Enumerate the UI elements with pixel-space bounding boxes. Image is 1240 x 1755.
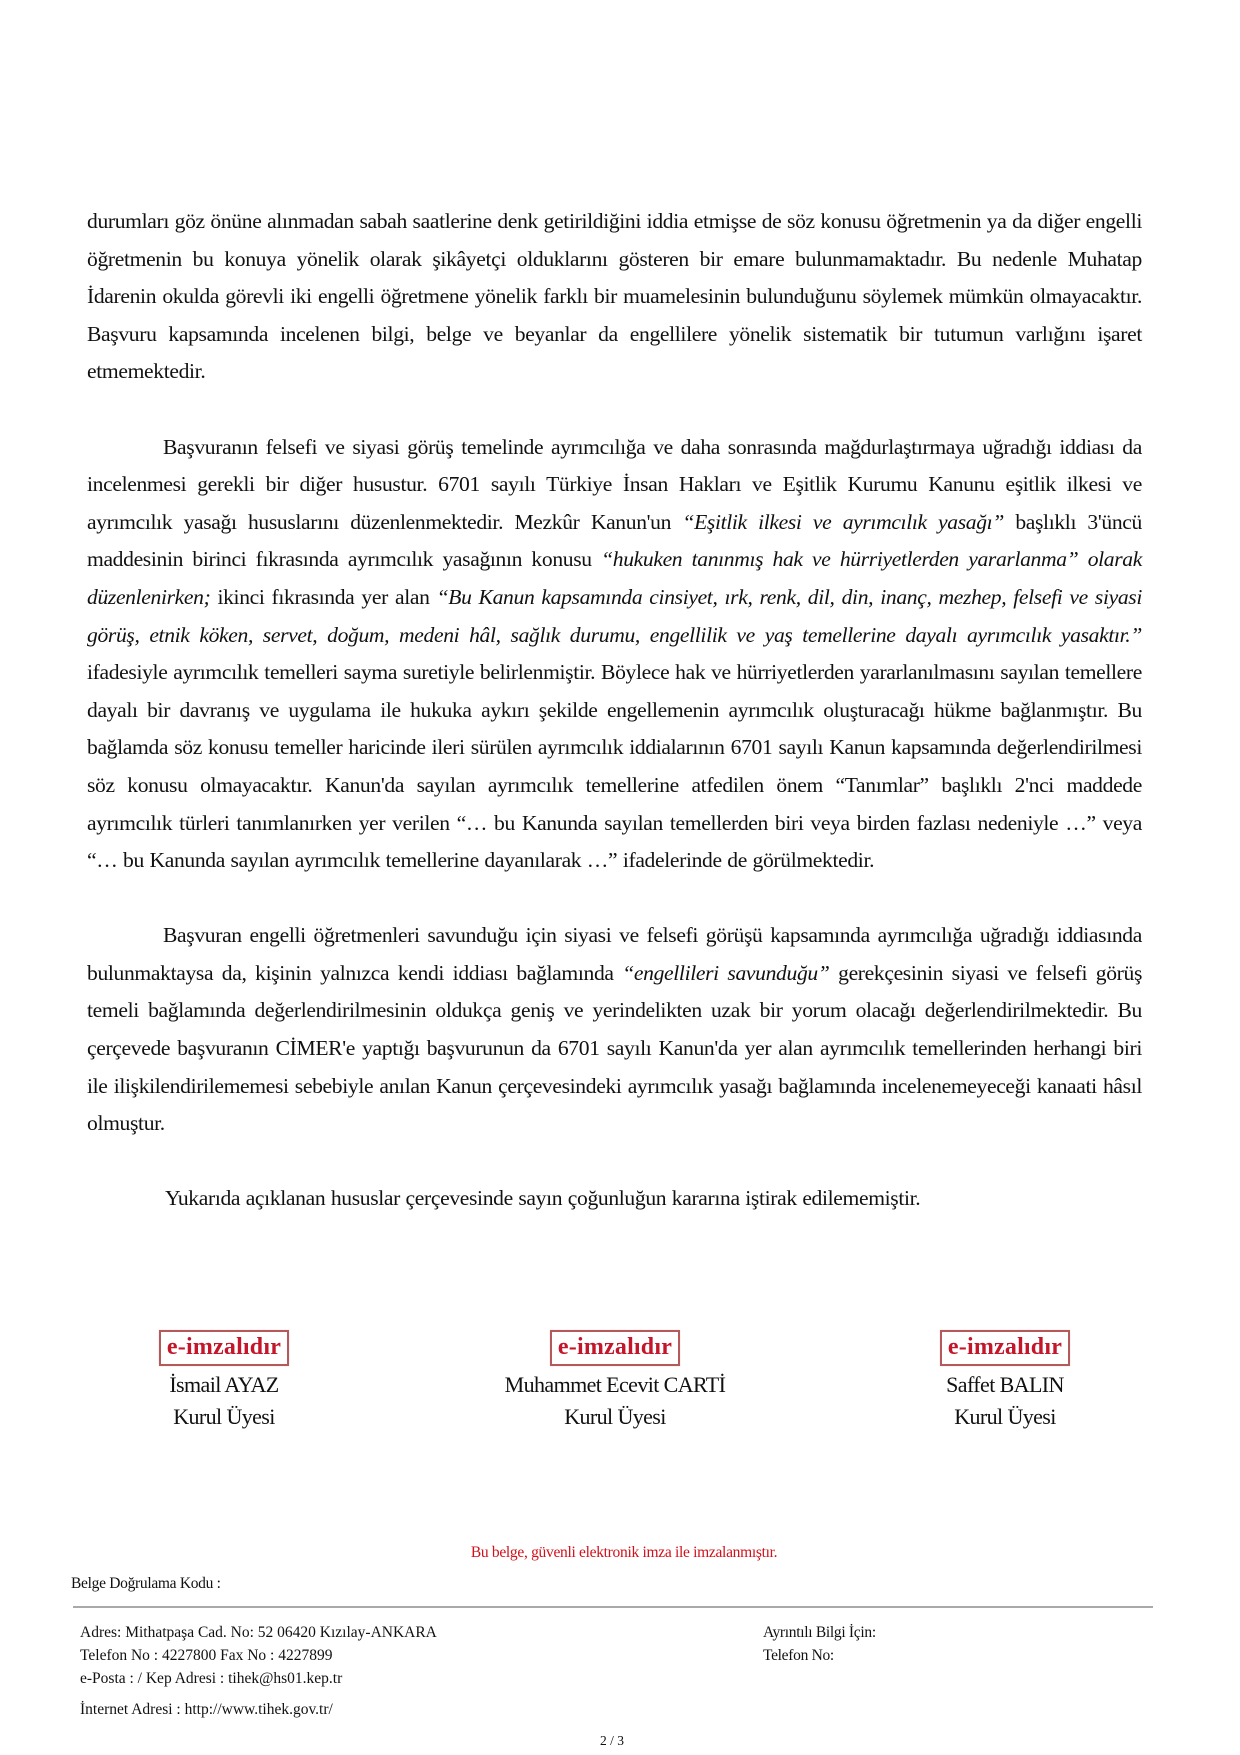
- paragraph-text: Başvuranın felsefi ve siyasi görüş temelinde ayrımcılığa ve daha sonrasında mağdurlaştırmaya uğradığı iddiası da incelenmesi gerekli bir diğer husustur. 6701 sayılı Türkiye İnsan Hakları ve Eşitlik Kurumu Kanunu eşitlik ilkesi ve ayrımcılık yasağı hususlarını düzenlenmektedir. Mezkûr Kanun'un: [87, 434, 1142, 534]
- signatory-name: Muhammet Ecevit CARTİ: [504, 1372, 726, 1397]
- document-body: [87, 203, 1142, 1218]
- quote-italic: “Bu Kanun kapsamında cinsiyet, ırk, renk, dil, din, inanç, mezhep, felsefi ve siyasi görüş, etnik köken, servet, doğum, medeni hâl, sağlık durumu, engellilik ve yaş temellerine dayalı ayrımcılık yasaktır.”: [87, 584, 1143, 647]
- address-line: Adres: Mithatpaşa Cad. No: 52 06420 Kızılay-ANKARA: [80, 1624, 437, 1641]
- paragraph-text: durumları göz önüne alınmadan sabah saatlerine denk getirildiğini iddia etmişse de söz konusu öğretmenin ya da diğer engelli öğretmenin bu konuya yönelik olarak şikâyetçi olduklarını gösteren bir emare bulunmamaktadır. Bu nedenle Muhatap İdarenin okulda görevli iki engelli öğretmene yönelik farklı bir muamelesinin bulunduğunu söylemek mümkün olmayacaktır. Başvuru kapsamında incelenen bilgi, belge ve beyanlar da engellilere yönelik sistematik bir tutumun varlığını işaret etmemektedir.: [87, 209, 1142, 384]
- info-label: Ayrıntılı Bilgi İçin:: [763, 1624, 876, 1641]
- signatory-name: Saffet BALIN: [946, 1372, 1064, 1397]
- esignature-notice: Bu belge, güvenli elektronik imza ile imzalanmıştır.: [470, 1544, 778, 1561]
- quote-italic: “engellileri savunduğu”: [622, 960, 830, 985]
- verification-code-label: Belge Doğrulama Kodu :: [71, 1575, 221, 1592]
- paragraph-text: Başvuran engelli öğretmenleri savunduğu için siyasi ve felsefi görüşü kapsamında ayrımcılığa uğradığı iddiasında bulunmaktaysa da, kişinin yalnızca kendi iddiası bağlamında: [87, 923, 1142, 985]
- e-signature-stamp: e-imzalıdır: [159, 1330, 289, 1366]
- signatory-title: Kurul Üyesi: [564, 1404, 666, 1429]
- paragraph-2: [87, 429, 1142, 880]
- footer-info-block: [763, 1621, 876, 1667]
- paragraph-1: [87, 203, 1142, 391]
- quote-italic: “hukuken tanınmış hak ve hürriyetlerden yararlanma” olarak düzenlenirken;: [87, 547, 1142, 609]
- footer-divider: [73, 1606, 1153, 1608]
- signature-1: [64, 1330, 384, 1433]
- phone-fax-line: Telefon No : 4227800 Fax No : 4227899: [80, 1647, 333, 1664]
- e-signature-stamp: e-imzalıdır: [940, 1330, 1070, 1366]
- email-line: e-Posta : / Kep Adresi : tihek@hs01.kep.tr: [80, 1670, 343, 1687]
- closing-statement: Yukarıda açıklanan hususlar çerçevesinde sayın çoğunluğun kararına iştirak edilememiştir.: [165, 1186, 921, 1211]
- e-signature-stamp: e-imzalıdır: [550, 1330, 680, 1366]
- signature-3: [845, 1330, 1165, 1433]
- signature-2: [455, 1330, 775, 1433]
- paragraph-text: başlıklı 3'üncü maddesinin birinci fıkrasında ayrımcılık yasağının konusu: [87, 509, 1142, 572]
- quote-italic: “Eşitlik ilkesi ve ayrımcılık yasağı”: [682, 509, 1004, 534]
- signatory-title: Kurul Üyesi: [173, 1404, 275, 1429]
- footer-address-block: [80, 1621, 437, 1721]
- signatory-title: Kurul Üyesi: [954, 1404, 1056, 1429]
- paragraph-text: gerekçesinin siyasi ve felsefi görüş temeli bağlamında değerlendirilmesinin oldukça geniş ve yerindelikten uzak bir yorum olacağı değerlendirilmektedir. Bu çerçevede başvuranın CİMER'e yaptığı başvurunun da 6701 sayılı Kanun'da yer alan ayrımcılık temellerinden herhangi biri ile ilişkilendirilememesi sebebiyle anılan Kanun çerçevesindeki ayrımcılık yasağı bağlamında incelenemeyeceği kanaati hâsıl olmuştur.: [87, 960, 1142, 1136]
- website-link[interactable]: İnternet Adresi : http://www.tihek.gov.tr/: [80, 1701, 333, 1718]
- paragraph-text: ifadesiyle ayrımcılık temelleri sayma suretiyle belirlenmiştir. Böylece hak ve hürriyetlerden yararlanılmasını sayılan temellere dayalı bir davranış ve uygulama ile hukuka aykırı şekilde engellemenin ayrımcılık oluşturacağı hükme bağlanmıştır. Bu bağlamda söz konusu temeller haricinde ileri sürülen ayrımcılık iddialarının 6701 sayılı Kanun kapsamında değerlendirilmesi söz konusu olmayacaktır. Kanun'da sayılan ayrımcılık temellerine atfedilen önem “Tanımlar” başlıklı 2'nci maddede ayrımcılık türleri tanımlanırken yer verilen “… bu Kanunda sayılan temellerden biri veya birden fazlası nedeniyle …” veya “… bu Kanunda sayılan ayrımcılık temellerine dayanılarak …” ifadelerinde de görülmektedir.: [87, 660, 1142, 873]
- info-phone: Telefon No:: [763, 1647, 834, 1664]
- signature-block: [0, 1330, 1240, 1450]
- paragraph-3: [87, 917, 1142, 1143]
- page-number: 2 / 3: [600, 1733, 625, 1748]
- signatory-name: İsmail AYAZ: [169, 1372, 279, 1397]
- paragraph-text: ikinci fıkrasında yer alan: [210, 584, 437, 609]
